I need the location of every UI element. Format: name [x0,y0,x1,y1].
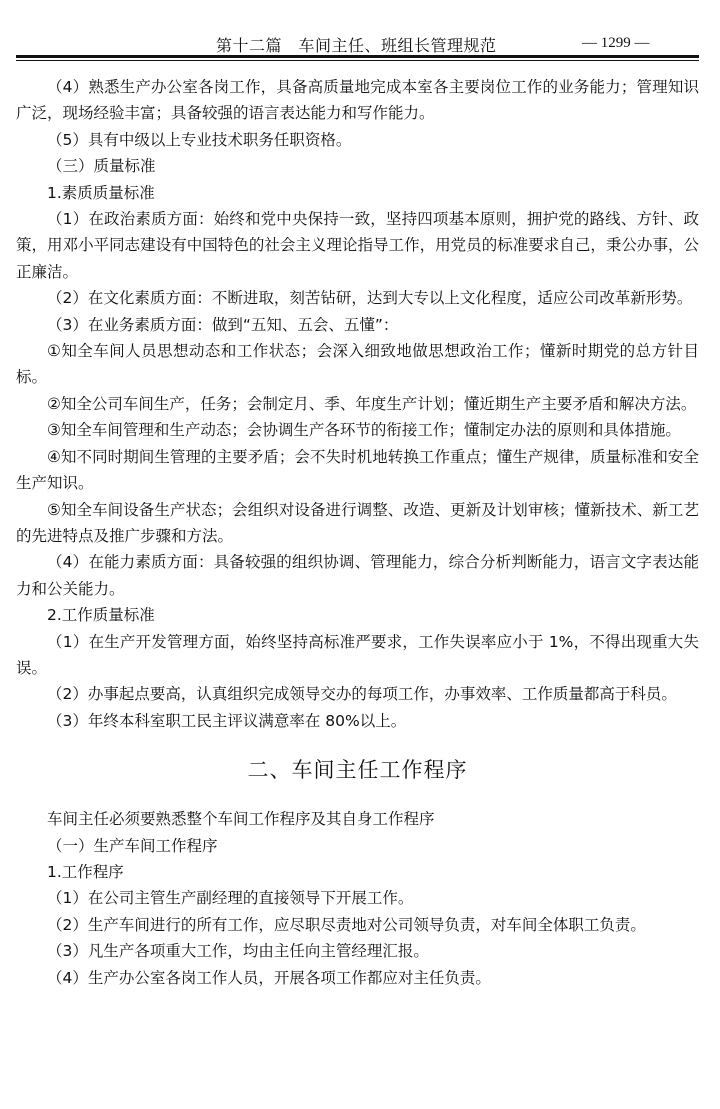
header-rule-thick [16,55,699,58]
paragraph: （2）在文化素质方面：不断进取，刻苦钻研，达到大专以上文化程度，适应公司改革新形势。 [47,289,693,308]
subsection-heading: 1.素质质量标准 [47,183,155,202]
page-number: — 1299 — [582,35,650,51]
list-item: ①知全车间人员思想动态和工作状态；会深入细致地做思想政治工作；懂新时期党的总方针目标。 [16,342,699,387]
subsection-heading: （一）生产车间工作程序 [47,836,218,855]
paragraph: （4）生产办公室各岗工作人员，开展各项工作都应对主任负责。 [47,968,491,987]
running-title: 第十二篇 车间主任、班组长管理规范 [216,36,497,55]
paragraph: （5）具有中级以上专业技术职务任职资格。 [47,130,352,149]
list-item: ③知全车间管理和生产动态；会协调生产各环节的衔接工作；懂制定办法的原则和具体措施。 [47,421,681,440]
subsection-heading: 1.工作程序 [47,862,124,881]
paragraph: （3）在业务素质方面：做到“五知、五会、五懂”： [47,315,399,334]
list-item: ②知全公司车间生产，任务；会制定月、季、年度生产计划；懂近期生产主要矛盾和解决方法。 [47,394,697,413]
list-item: ⑤知全车间设备生产状态；会组织对设备进行调整、改造、更新及计划审核；懂新技术、新工艺的先进特点及推广步骤和方法。 [16,500,699,545]
paragraph: （1）在公司主管生产副经理的直接领导下开展工作。 [47,889,414,908]
page-header [0,0,720,60]
paragraph: （4）在能力素质方面：具备较强的组织协调、管理能力，综合分析判断能力，语言文字表达能力和公关能力。 [16,553,699,598]
list-item: ④知不同时期间生管理的主要矛盾；会不失时机地转换工作重点；懂生产规律，质量标准和安全生产知识。 [16,447,699,493]
header-rule-thin [16,60,699,61]
page-body [16,74,699,991]
paragraph: （2）生产车间进行的所有工作，应尽职尽责地对公司领导负责，对车间全体职工负责。 [47,915,646,934]
paragraph: （4）熟悉生产办公室各岗工作，具备高质量地完成本室各主要岗位工作的业务能力；管理知识广泛，现场经验丰富；具备较强的语言表达能力和写作能力。 [16,78,699,123]
paragraph: （3）年终本科室职工民主评议满意率在 80%以上。 [47,711,407,730]
paragraph: （1）在生产开发管理方面，始终坚持高标准严要求，工作失误率应小于 1%，不得出现重大失误。 [16,632,699,677]
section-title: 二、车间主任工作程序 [247,758,468,783]
paragraph: （1）在政治素质方面：始终和党中央保持一致，坚持四项基本原则，拥护党的路线、方针、政策，用邓小平同志建设有中国特色的社会主义理论指导工作，用党员的标准要求自己，秉公办事，公正廉洁。 [16,210,699,281]
paragraph: （3）凡生产各项重大工作，均由主任向主管经理汇报。 [47,942,429,961]
paragraph: （2）办事起点要高，认真组织完成领导交办的每项工作，办事效率、工作质量都高于科员。 [47,685,677,704]
subsection-heading: （三）质量标准 [47,157,156,176]
subsection-heading: 2.工作质量标准 [47,606,155,625]
paragraph: 车间主任必须要熟悉整个车间工作程序及其自身工作程序 [47,810,435,829]
